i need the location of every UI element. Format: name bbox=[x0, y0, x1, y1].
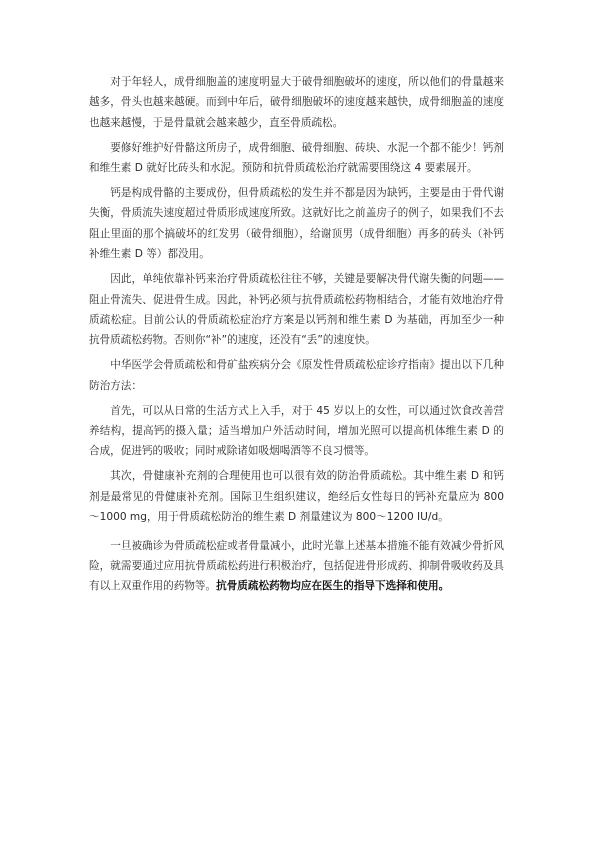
paragraph-guideline-intro: 中华医学会骨质疏松和骨矿盐疾病分会《原发性骨质疏松症诊疗指南》提出以下几种防治方法： bbox=[89, 359, 504, 392]
paragraph-drug-therapy bbox=[89, 536, 504, 597]
paragraph-calcium-metabolism: 钙是构成骨骼的主要成份，但骨质疏松的发生并不都是因为缺钙，主要是由于骨代谢失衡，骨质流失速度超过骨质形成速度所致。这就好比之前盖房子的例子，如果我们不去阻止里面的那个搞破坏的红发男（破骨细胞），给谢顶男（成骨细胞）再多的砖头（补钙补维生素 D 等）都没用。 bbox=[89, 187, 504, 261]
paragraph-four-elements: 要修好维护好骨骼这所房子，成骨细胞、破骨细胞、砖块、水泥一个都不能少！钙剂和维生素 D 就好比砖头和水泥。预防和抗骨质疏松治疗就需要围绕这 4 要素展开。 bbox=[89, 141, 504, 175]
paragraph-bone-formation-age: 对于年轻人，成骨细胞盖的速度明显大于破骨细胞破坏的速度，所以他们的骨量越来越多，骨头也越来越硬。而到中年后，破骨细胞破坏的速度越来越快，成骨细胞盖的速度也越来越慢，于是骨量就会越来越少，直至骨质疏松。 bbox=[89, 76, 504, 129]
paragraph-supplements: 其次，骨健康补充剂的合理使用也可以很有效的防治骨质疏松。其中维生素 D 和钙剂是最常见的骨健康补充剂。国际卫生组织建议，绝经后女性每日的钙补充量应为 800～1000 mg，用于骨质疏松防治的维生素 D 剂量建议为 800～1200 IU/d。 bbox=[89, 470, 504, 524]
document-body bbox=[89, 72, 504, 601]
doctor-guidance-emphasis: 抗骨质疏松药物均应在医生的指导下选择和使用。 bbox=[216, 580, 450, 593]
paragraph-treatment-plan: 因此，单纯依靠补钙来治疗骨质疏松往往不够，关键是要解决骨代谢失衡的问题——阻止骨流失、促进骨生成。因此，补钙必须与抗骨质疏松药物相结合，才能有效地治疗骨质疏松症。目前公认的骨质疏松症治疗方案是以钙剂和维生素 D 为基础，再加至少一种抗骨质疏松药物。否则你“补”的速度，还没有“丢”的速度快。 bbox=[89, 273, 504, 347]
paragraph-lifestyle: 首先，可以从日常的生活方式上入手，对于 45 岁以上的女性，可以通过饮食改善营养结构，提高钙的摄入量；适当增加户外活动时间，增加光照可以提高机体维生素 D 的合成，促进钙的吸收；同时戒除诸如吸烟喝酒等不良习惯等。 bbox=[89, 404, 504, 458]
drug-therapy-text: 一旦被确诊为骨质疏松症或者骨量减小，此时光靠上述基本措施不能有效减少骨折风险，就需要通过应用抗骨质疏松药进行积极治疗，包括促进骨形成药、抑制骨吸收药及具有以上双重作用的药物等。 bbox=[89, 539, 504, 593]
